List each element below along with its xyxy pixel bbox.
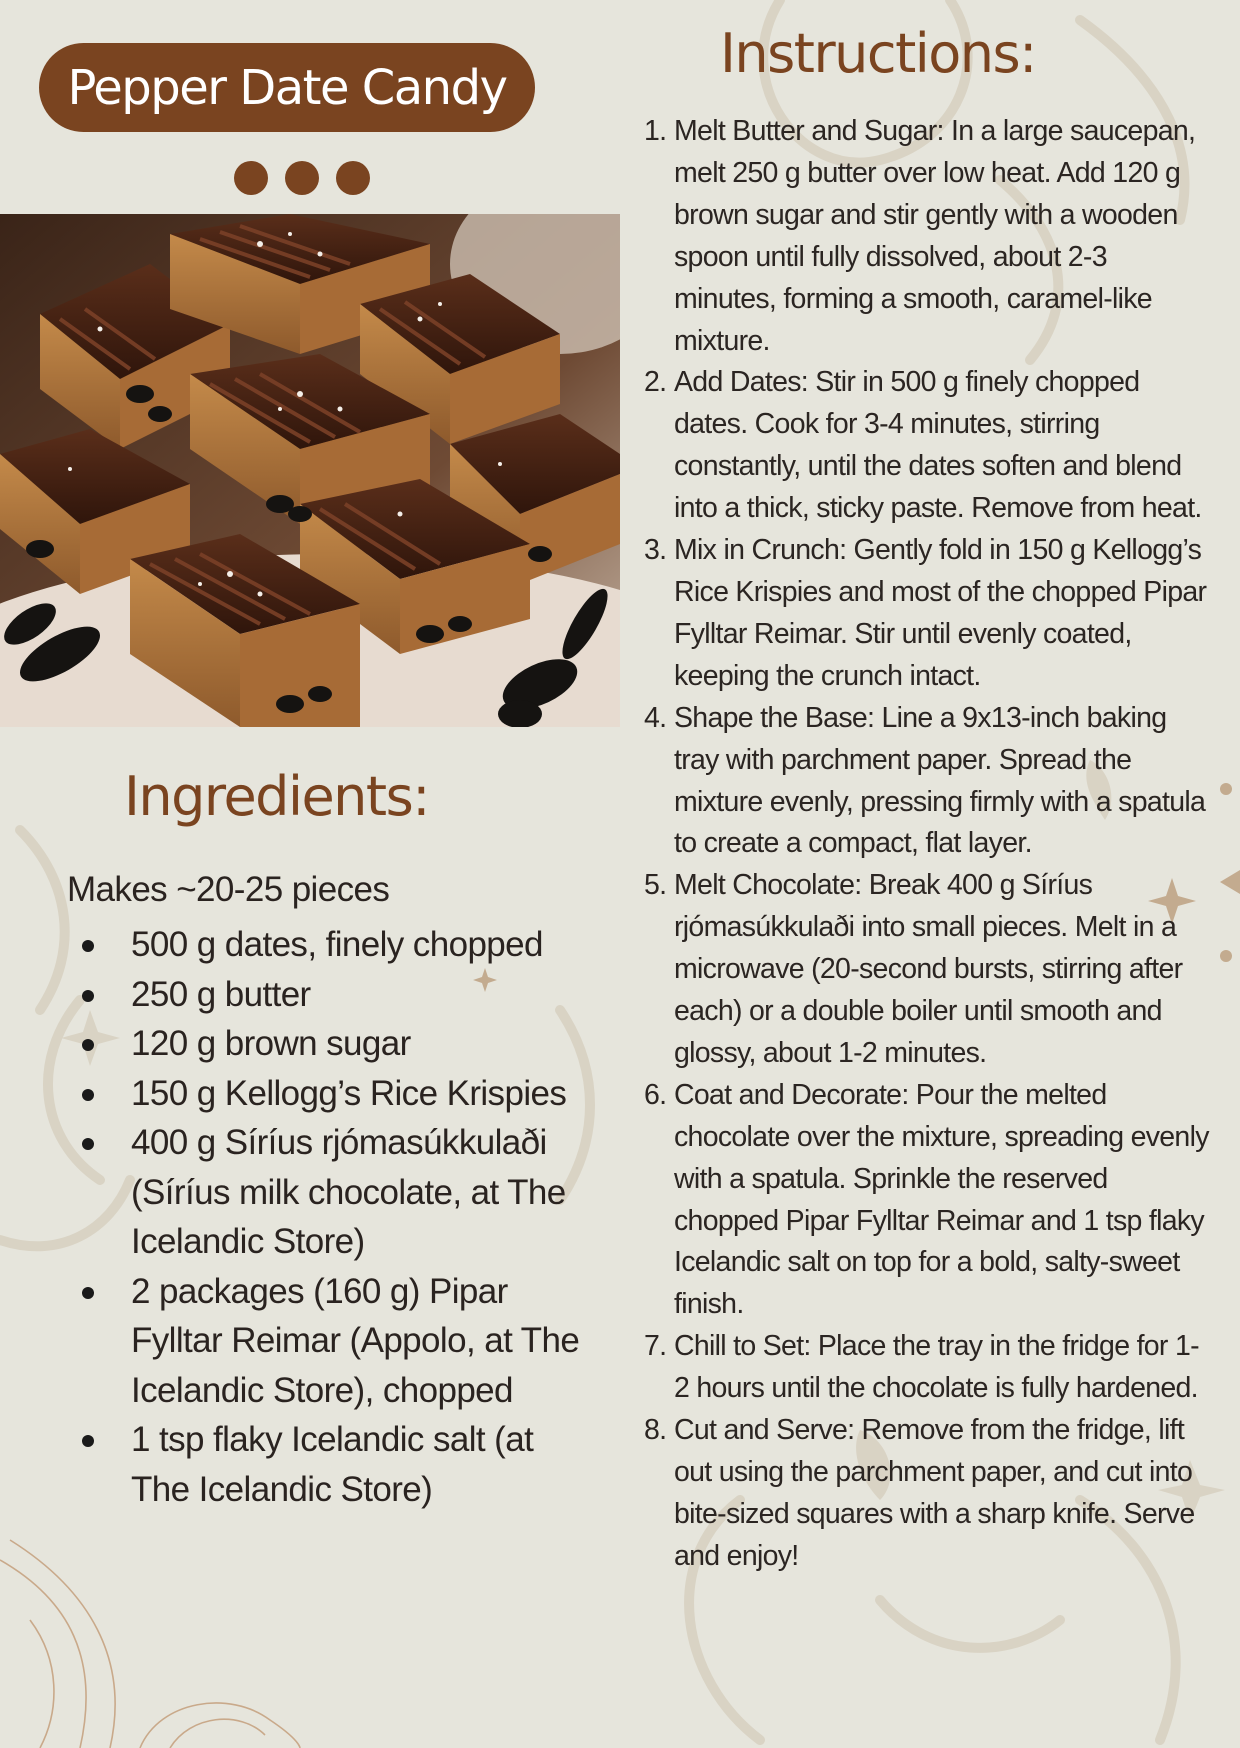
- instruction-step: [644, 1075, 1214, 1326]
- step-number: 1.: [644, 115, 667, 147]
- step-number: 8.: [644, 1414, 667, 1447]
- ingredient-item: 2 packages (160 g) Pipar Fylltar Reimar (Appolo, at The Icelandic Store), chopped: [67, 1267, 597, 1416]
- step-number: 6.: [644, 1078, 667, 1111]
- ingredient-item: 400 g Síríus rjómasúkkulaði (Síríus milk chocolate, at The Icelandic Store): [67, 1118, 597, 1267]
- instruction-step: [644, 1410, 1214, 1578]
- ingredient-item: 120 g brown sugar: [67, 1019, 597, 1069]
- instruction-step: [644, 1326, 1214, 1410]
- step-text: Melt Butter and Sugar: In a large saucepan, melt 250 g butter over low heat. Add 120 g brown sugar and stir gently with a wooden spoon until fully dissolved, about 2-3 minutes, forming a smooth, caramel-like mixture.: [674, 115, 1196, 357]
- step-text: Chill to Set: Place the tray in the fridge for 1-2 hours until the chocolate is fully hardened.: [674, 1330, 1199, 1405]
- step-text: Add Dates: Stir in 500 g finely chopped dates. Cook for 3-4 minutes, stirring constantly, until the dates soften and blend into a thick, sticky paste. Remove from heat.: [674, 366, 1202, 525]
- step-number: 3.: [644, 534, 667, 567]
- instruction-step: [644, 530, 1214, 698]
- step-number: 2.: [644, 366, 667, 399]
- instruction-step: [644, 362, 1214, 530]
- dot: [234, 161, 268, 195]
- ingredient-item: 150 g Kellogg’s Rice Krispies: [67, 1069, 597, 1119]
- ingredients-list: [67, 920, 597, 1514]
- title-badge: [39, 43, 535, 132]
- dot: [336, 161, 370, 195]
- step-text: Shape the Base: Line a 9x13-inch baking tray with parchment paper. Spread the mixture evenly, pressing firmly with a spatula to create a compact, flat layer.: [674, 701, 1206, 860]
- instruction-step: [644, 865, 1214, 1075]
- page-title: Pepper Date Candy: [67, 59, 507, 116]
- decorative-dots: [234, 161, 370, 195]
- step-number: 7.: [644, 1330, 667, 1363]
- step-text: Melt Chocolate: Break 400 g Síríus rjómasúkkulaði into small pieces. Melt in a microwave (20-second bursts, stirring after each) or a double boiler until smooth and glossy, about 1-2 minutes.: [674, 869, 1183, 1069]
- instructions-list: [644, 111, 1214, 1578]
- step-text: Coat and Decorate: Pour the melted chocolate over the mixture, spreading evenly with a spatula. Sprinkle the reserved chopped Pipar Fylltar Reimar and 1 tsp flaky Icelandic salt on top for a bold, salty-sweet finish.: [674, 1078, 1209, 1321]
- step-text: Cut and Serve: Remove from the fridge, lift out using the parchment paper, and cut into bite-sized squares with a sharp knife. Serve and enjoy!: [674, 1414, 1195, 1572]
- candy-photo: [0, 214, 620, 727]
- step-number: 5.: [644, 869, 667, 902]
- ingredients-heading: Ingredients:: [124, 765, 429, 828]
- instruction-step: [644, 111, 1214, 362]
- instruction-step: [644, 698, 1214, 866]
- step-text: Mix in Crunch: Gently fold in 150 g Kellogg’s Rice Krispies and most of the chopped Pipar Fylltar Reimar. Stir until evenly coated, keeping the crunch intact.: [674, 534, 1207, 692]
- instructions-heading: Instructions:: [720, 22, 1036, 85]
- ingredient-item: 500 g dates, finely chopped: [67, 920, 597, 970]
- candy-photo-illustration: [0, 214, 620, 727]
- yield-text: Makes ~20-25 pieces: [67, 870, 390, 909]
- ingredient-item: 250 g butter: [67, 970, 597, 1020]
- ingredient-item: 1 tsp flaky Icelandic salt (at The Icelandic Store): [67, 1415, 597, 1514]
- step-number: 4.: [644, 701, 667, 734]
- dot: [285, 161, 319, 195]
